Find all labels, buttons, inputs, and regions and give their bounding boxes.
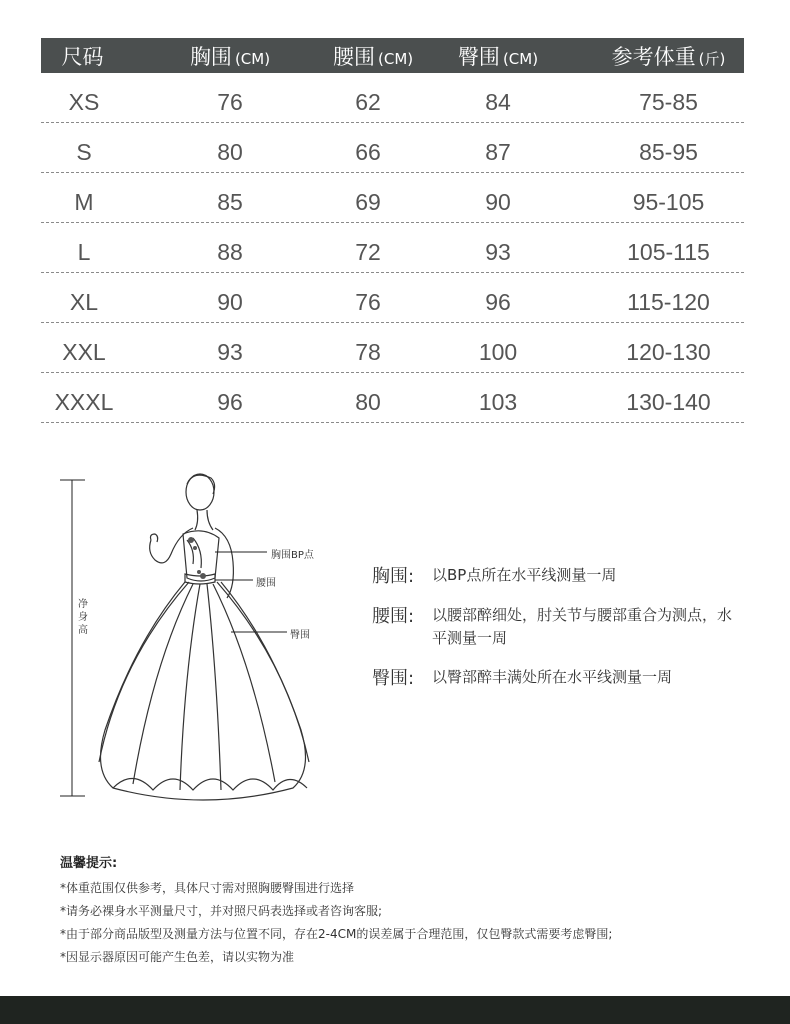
height-label: 净身高	[78, 599, 88, 636]
size-table	[41, 38, 744, 423]
table-cell: 69	[355, 189, 381, 215]
table-cell: 80	[217, 139, 243, 165]
table-cell: 90	[485, 189, 511, 215]
note-item: *由于部分商品版型及测量方法与位置不同，存在2-4CM的误差属于合理范围，仅包臀款式需要考虑臀围;	[60, 927, 613, 941]
table-row	[41, 323, 744, 373]
table-cell: 100	[478, 339, 518, 365]
bottom-bar	[0, 996, 790, 1024]
note-item: *请务必裸身水平测量尺寸，并对照尺码表选择或者咨询客服;	[60, 904, 383, 918]
table-cell: 96	[485, 289, 511, 315]
table-cell: 66	[355, 139, 381, 165]
table-cell: 130-140	[626, 389, 711, 415]
definition-term: 臀围:	[372, 668, 415, 689]
header-size: 尺码	[61, 44, 104, 69]
table-cell: S	[76, 139, 92, 165]
table-row	[41, 123, 744, 173]
definition-bust	[372, 562, 732, 588]
header-hip: 臀围 (CM)	[457, 44, 539, 69]
table-body	[41, 73, 744, 423]
definition-waist	[372, 602, 732, 650]
table-cell: 93	[217, 339, 243, 365]
table-cell: 76	[355, 289, 381, 315]
table-row	[41, 373, 744, 423]
table-cell: 84	[485, 89, 511, 115]
note-item: *体重范围仅供参考，具体尺寸需对照胸腰臀围进行选择	[60, 881, 355, 895]
definition-term: 腰围:	[372, 606, 415, 627]
table-cell: XL	[69, 289, 99, 315]
table-cell: 85	[217, 189, 243, 215]
table-cell: 90	[217, 289, 243, 315]
waist-label: 腰围	[256, 578, 276, 589]
dress-figure	[55, 470, 345, 810]
table-cell: L	[77, 239, 91, 265]
table-cell: 62	[355, 89, 381, 115]
table-cell: 120-130	[626, 339, 711, 365]
measurement-definitions	[372, 562, 732, 704]
definition-desc: 以腰部醉细处，肘关节与腰部重合为测点，水平测量一周	[432, 606, 733, 647]
table-cell: XXXL	[54, 389, 114, 415]
table-row	[41, 273, 744, 323]
header-waist: 腰围 (CM)	[333, 44, 414, 69]
definition-hip	[372, 664, 732, 690]
definition-desc: 以臀部醉丰满处所在水平线测量一周	[432, 668, 673, 686]
definition-term: 胸围:	[372, 566, 415, 587]
table-cell: 85-95	[639, 139, 698, 165]
table-cell: 88	[217, 239, 243, 265]
table-row	[41, 73, 744, 123]
table-row	[41, 223, 744, 273]
table-cell: 78	[355, 339, 381, 365]
header-bust: 胸围 (CM)	[189, 44, 271, 69]
table-cell: 80	[355, 389, 381, 415]
table-cell: 72	[355, 239, 381, 265]
table-cell: 96	[217, 389, 243, 415]
definition-desc: 以BP点所在水平线测量一周	[432, 566, 617, 584]
table-cell: 93	[485, 239, 511, 265]
table-cell: 105-115	[627, 239, 710, 265]
note-item: *因显示器原因可能产生色差，请以实物为准	[60, 950, 295, 964]
table-row	[41, 173, 744, 223]
table-cell: 75-85	[639, 89, 698, 115]
table-cell: M	[74, 189, 94, 215]
table-cell: 87	[485, 139, 511, 165]
table-cell: 76	[217, 89, 243, 115]
notes-section	[60, 852, 760, 969]
table-cell: 115-120	[627, 289, 710, 315]
header-weight: 参考体重 (斤)	[611, 44, 726, 69]
table-cell: 95-105	[632, 189, 705, 215]
bust-label: 胸围BP点	[271, 550, 314, 561]
table-cell: XS	[68, 89, 100, 115]
notes-title: 温馨提示:	[60, 856, 118, 871]
hip-label: 臀围	[290, 630, 310, 641]
table-cell: 103	[478, 389, 518, 415]
table-header	[41, 38, 744, 73]
table-cell: XXL	[62, 339, 106, 365]
